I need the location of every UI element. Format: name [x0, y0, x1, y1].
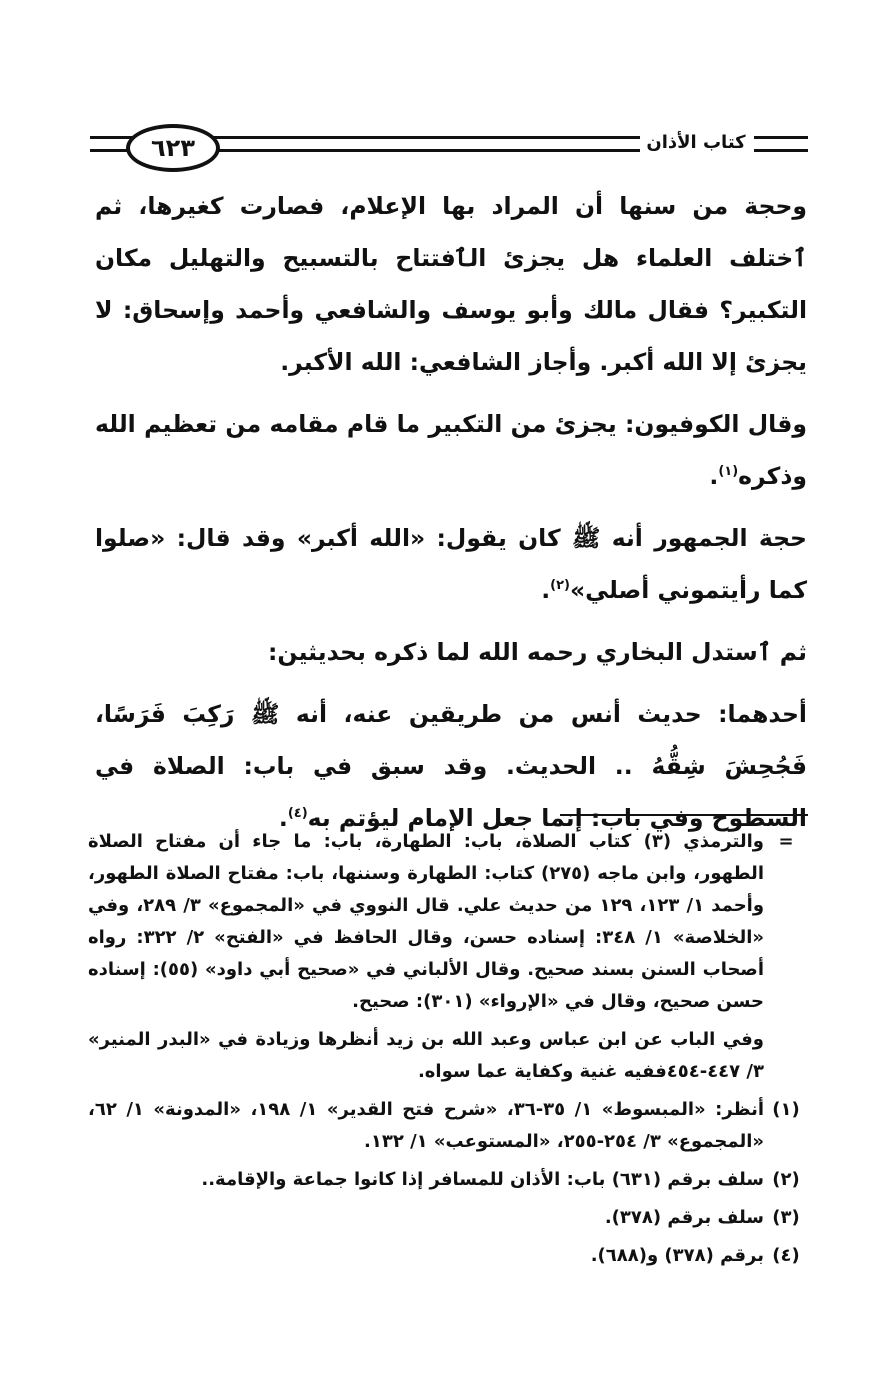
footnote-marker: (٣) — [772, 1207, 800, 1228]
footnote-continuation — [88, 1024, 808, 1088]
paragraph: أحدهما: حديث أنس من طريقين عنه، أنه ﷺ رَكِبَ فَرَسًا، فَجُحِشَ شِقُّهُ .. الحديث. وقد سبق في باب: الصلاة في السطوح وفي باب: إنما جعل الإمام ليؤتم به$^{(٤)}$. — [95, 700, 807, 832]
note-ref: (٤) — [287, 806, 308, 822]
footnote-continuation — [88, 826, 808, 1018]
footnote-marker: (٤) — [772, 1245, 800, 1266]
continuation-marker: = — [778, 831, 794, 852]
note-ref: (٢) — [550, 578, 570, 594]
footnote-separator — [560, 814, 808, 816]
paragraph: وحجة من سنها أن المراد بها الإعلام، فصارت كغيرها، ثم ٱختلف العلماء هل يجزئ الٱفتتاح بالتسبيح والتهليل مكان التكبير؟ فقال مالك وأبو يوسف والشافعي وأحمد وإسحاق: لا يجزئ إلا الله أكبر. وأجاز الشافعي: الله الأكبر. — [95, 192, 807, 376]
note-ref: (١) — [718, 464, 739, 480]
paragraph: ثم ٱستدل البخاري رحمه الله لما ذكره بحديثين: — [268, 638, 807, 666]
footnotes — [88, 826, 808, 1278]
footnote-marker: (١) — [772, 1099, 800, 1120]
paragraph: وقال الكوفيون: يجزئ من التكبير ما قام مقامه من تعظيم الله وذكره$^{(١)}$. — [95, 410, 807, 490]
header-rule-middle — [208, 136, 640, 152]
book-title: كتاب الأذان — [646, 132, 746, 153]
footnote — [88, 1202, 808, 1234]
footnote-text: برقم (٣٧٨) و(٦٨٨). — [590, 1245, 764, 1266]
footnote-text: أنظر: «المبسوط» ١/ ٣٥-٣٦، «شرح فتح القدير» ١/ ١٩٨، «المدونة» ١/ ٦٢، «المجموع» ٣/ ٢٥٤-٢٥٥، «المستوعب» ١/ ١٣٢. — [88, 1099, 765, 1152]
footnote-text: سلف برقم (٦٣١) باب: الأذان للمسافر إذا كانوا جماعة والإقامة.. — [201, 1169, 764, 1190]
footnote-text: وفي الباب عن ابن عباس وعبد الله بن زيد أنظرها وزيادة في «البدر المنير» ٣/ ٤٤٧-٤٥٤ففيه غنية وكفاية عما سواه. — [88, 1029, 764, 1082]
footnote-text: والترمذي (٣) كتاب الصلاة، باب: الطهارة، باب: ما جاء أن مفتاح الصلاة الطهور، وابن ماجه (٢٧٥) كتاب: الطهارة وسننها، باب: مفتاح الصلاة الطهور، وأحمد ١/ ١٢٣، ١٢٩ من حديث علي. قال النووي في «المجموع» ٣/ ٢٨٩، وفي «الخلاصة» ١/ ٣٤٨: إسناده حسن، وقال الحافظ في «الفتح» ٢/ ٣٢٢: رواه أصحاب السنن بسند صحيح. وقال الألباني في «صحيح أبي داود» (٥٥): إسناده حسن صحيح، وقال في «الإرواء» (٣٠١): صحيح. — [88, 831, 765, 1012]
paragraph: حجة الجمهور أنه ﷺ كان يقول: «الله أكبر» وقد قال: «صلوا كما رأيتموني أصلي»$^{(٢)}$. — [95, 524, 807, 604]
footnote-marker: (٢) — [772, 1169, 800, 1190]
page-number: ٦٢٣ — [126, 124, 220, 172]
header-rule-right — [754, 136, 808, 152]
footnote — [88, 1240, 808, 1272]
main-text — [95, 180, 807, 854]
footnote — [88, 1164, 808, 1196]
page-header — [90, 110, 808, 180]
footnote — [88, 1094, 808, 1158]
footnote-text: سلف برقم (٣٧٨). — [604, 1207, 764, 1228]
